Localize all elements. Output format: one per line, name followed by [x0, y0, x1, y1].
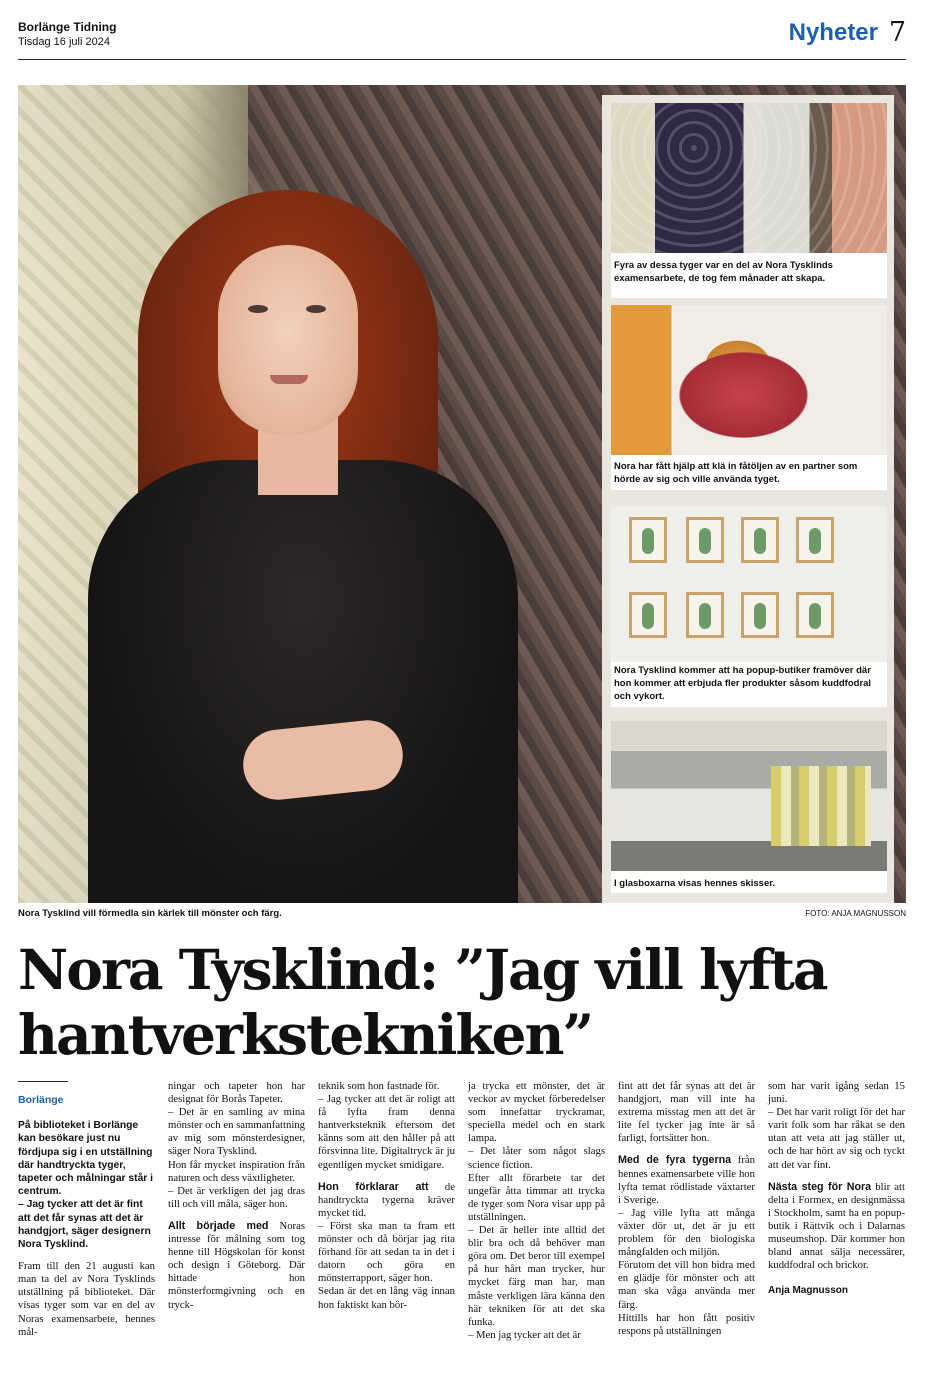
- dateline: Borlänge: [18, 1094, 64, 1106]
- body-paragraph: – Det är verkligen det jag dras till och vill måla, säger hon.: [168, 1184, 305, 1210]
- glassbox-image: [611, 721, 887, 871]
- body-paragraph: – Det är heller inte alltid det blir bra och då behöver man göra om. Det beror till exempel på hur hårt man trycker, hur mycket färg man har, man måste verkligen lära känna den här tekniken för att det ska funka.: [468, 1224, 605, 1328]
- subhead: Nästa steg för Nora: [768, 1180, 872, 1193]
- body-paragraph: ningar och tapeter hon har designat för Borås Tapeter.: [168, 1080, 305, 1106]
- section-title: Nyheter: [788, 19, 878, 46]
- painting-frame: [741, 517, 779, 563]
- article-column-4: [468, 1080, 605, 1342]
- issue-date: Tisdag 16 juli 2024: [18, 36, 110, 48]
- portrait-face: [218, 245, 358, 435]
- painting-frame: [686, 592, 724, 638]
- article-column-2: [168, 1080, 305, 1312]
- body-paragraph: – Det låter som något slags science fiction.: [468, 1145, 605, 1171]
- painting-frame: [796, 517, 834, 563]
- side-photo-armchair: [611, 305, 887, 490]
- body-paragraph: – Jag ville lyfta att många växter dör ut, det är ju ett problem för den biologiska mångfalden och miljön.: [618, 1206, 755, 1259]
- painting-frame: [629, 517, 667, 563]
- fabrics-image: [611, 103, 887, 253]
- body-paragraph: – Det är en samling av mina mönster och en sammanfattning av mig som mönsterdesigner, säger Nora Tysklind.: [168, 1106, 305, 1158]
- body-paragraph: Förutom det vill hon bidra med en glädje för mönster och att man ska våga använda mer färg.: [618, 1259, 755, 1311]
- page-number: 7: [888, 17, 906, 48]
- article-column-5: [618, 1080, 755, 1338]
- article-column-1: [18, 1080, 155, 1339]
- body-paragraph: Med de fyra tygerna från hennes examensarbete ville hon lyfta temat rödlistade växtarter i Sverige.: [618, 1154, 755, 1206]
- subhead: Hon förklarar att: [318, 1180, 429, 1193]
- body-paragraph: Nästa steg för Nora blir att delta i Formex, en designmässa i Stockholm, samt ha en popup-butik i Rättvik och i Dalarnas museumshop. Där kommer hon bland annat sälja necessärer, kuddfodral och brickor.: [768, 1180, 905, 1272]
- body-paragraph: Hittills har hon fått positiv respons på utställningen: [618, 1311, 755, 1337]
- lead-quote: – Jag tycker att det är fint att det får synas att det är handgjort, säger designern Nora Tysklind.: [18, 1199, 151, 1250]
- side-photo-paintings: [611, 507, 887, 707]
- subhead: Med de fyra tygerna: [618, 1154, 732, 1167]
- lead-paragraph: På biblioteket i Borlänge kan besökare just nu fördjupa sig i en utställning där handtryckta tyger, tapeter och målningar står i centrum.: [18, 1120, 154, 1198]
- side-photo-glassbox: [611, 721, 887, 893]
- body-paragraph: – Först ska man ta fram ett mönster och då börjar jag rita förhand för att sedan ta in det i datorn och göra en mönsterrapport, säger hon.: [318, 1219, 455, 1285]
- body-paragraph: som har varit igång sedan 15 juni.: [768, 1080, 905, 1106]
- eye: [248, 305, 268, 313]
- painting-frame: [629, 592, 667, 638]
- body-paragraph: – Men jag tycker att det är: [468, 1328, 581, 1341]
- headline: Nora Tysklind: ”Jag vill lyfta hantverkstekniken”: [18, 937, 827, 1067]
- armchair-image: [611, 305, 887, 455]
- painting-frame: [796, 592, 834, 638]
- body-paragraph: Sedan är det en lång väg innan hon faktiskt kan bör-: [318, 1285, 455, 1311]
- portrait-dress: [88, 460, 518, 903]
- article-column-6: [768, 1080, 905, 1297]
- body-paragraph: – Jag tycker att det är roligt att få lyfta fram denna hantverksteknik eftersom det känns som att den håller på att försvinna lite. Digitaltryck är ju egentligen mycket smidigare.: [318, 1093, 455, 1171]
- newspaper-name: Borlänge Tidning: [18, 20, 117, 34]
- side-photo-panel: [602, 95, 894, 903]
- body-paragraph: fint att det får synas att det är handgjort, man vill inte ha extrema misstag men att det är lite fel tycker jag inte är så farligt, fortsätter hon.: [618, 1080, 755, 1145]
- side-photo-caption: I glasboxarna visas hennes skisser.: [614, 878, 776, 889]
- painting-frame: [686, 517, 724, 563]
- side-photo-caption: Nora Tysklind kommer att ha popup-butiker framöver där hon kommer att erbjuda fler produkter såsom kuddfodral och vykort.: [614, 665, 872, 702]
- painting-frame: [741, 592, 779, 638]
- side-photo-caption: Nora har fått hjälp att klä in fåtöljen av en partner som hörde av sig och ville använda tyget.: [614, 461, 858, 485]
- main-photo-caption: Nora Tysklind vill förmedla sin kärlek till mönster och färg.: [18, 908, 282, 919]
- paintings-image: [611, 507, 887, 662]
- body-paragraph: – Det har varit roligt för det har varit folk som har råkat se den utan att veta att jag ställer ut, och de har hört av sig och tyckt att det var fint.: [768, 1106, 905, 1171]
- body-paragraph: Efter allt förarbete tar det ungefär åtta timmar att trycka de tyger som Nora visar upp på utställningen.: [468, 1171, 605, 1223]
- body-paragraph: teknik som hon fastnade för.: [318, 1080, 440, 1092]
- body-paragraph: Fram till den 21 augusti kan man ta del av Nora Tysklinds utställning på biblioteket. Där visas tyger som var en del av Noras examensarbete, hennes mål-: [18, 1260, 155, 1338]
- subhead: Allt började med: [168, 1219, 269, 1232]
- body-paragraph: Hon får mycket inspiration från naturen och dess växtligheter.: [168, 1158, 305, 1184]
- body-paragraph: ja trycka ett mönster, det är veckor av mycket förberedelser som innefattar tryckramar, speciella medel och en stark lampa.: [468, 1080, 605, 1145]
- side-photo-fabrics: [611, 103, 887, 298]
- article-column-3: [318, 1080, 455, 1312]
- byline: Anja Magnusson: [768, 1285, 849, 1297]
- photo-credit: FOTO: ANJA MAGNUSSON: [805, 909, 906, 918]
- eye: [306, 305, 326, 313]
- masthead: [18, 18, 906, 60]
- body-paragraph: Hon förklarar att de handtryckta tygerna kräver mycket tid.: [318, 1180, 455, 1219]
- mouth: [270, 375, 308, 384]
- side-photo-caption: Fyra av dessa tyger var en del av Nora Tysklinds examensarbete, de tog fem månader att skapa.: [614, 260, 833, 284]
- body-paragraph: Allt började med Noras intresse för målning som tog henne till Högskolan för konst och design i Göteborg. Där hittade hon mönsterformgivning och en tryck-: [168, 1219, 306, 1311]
